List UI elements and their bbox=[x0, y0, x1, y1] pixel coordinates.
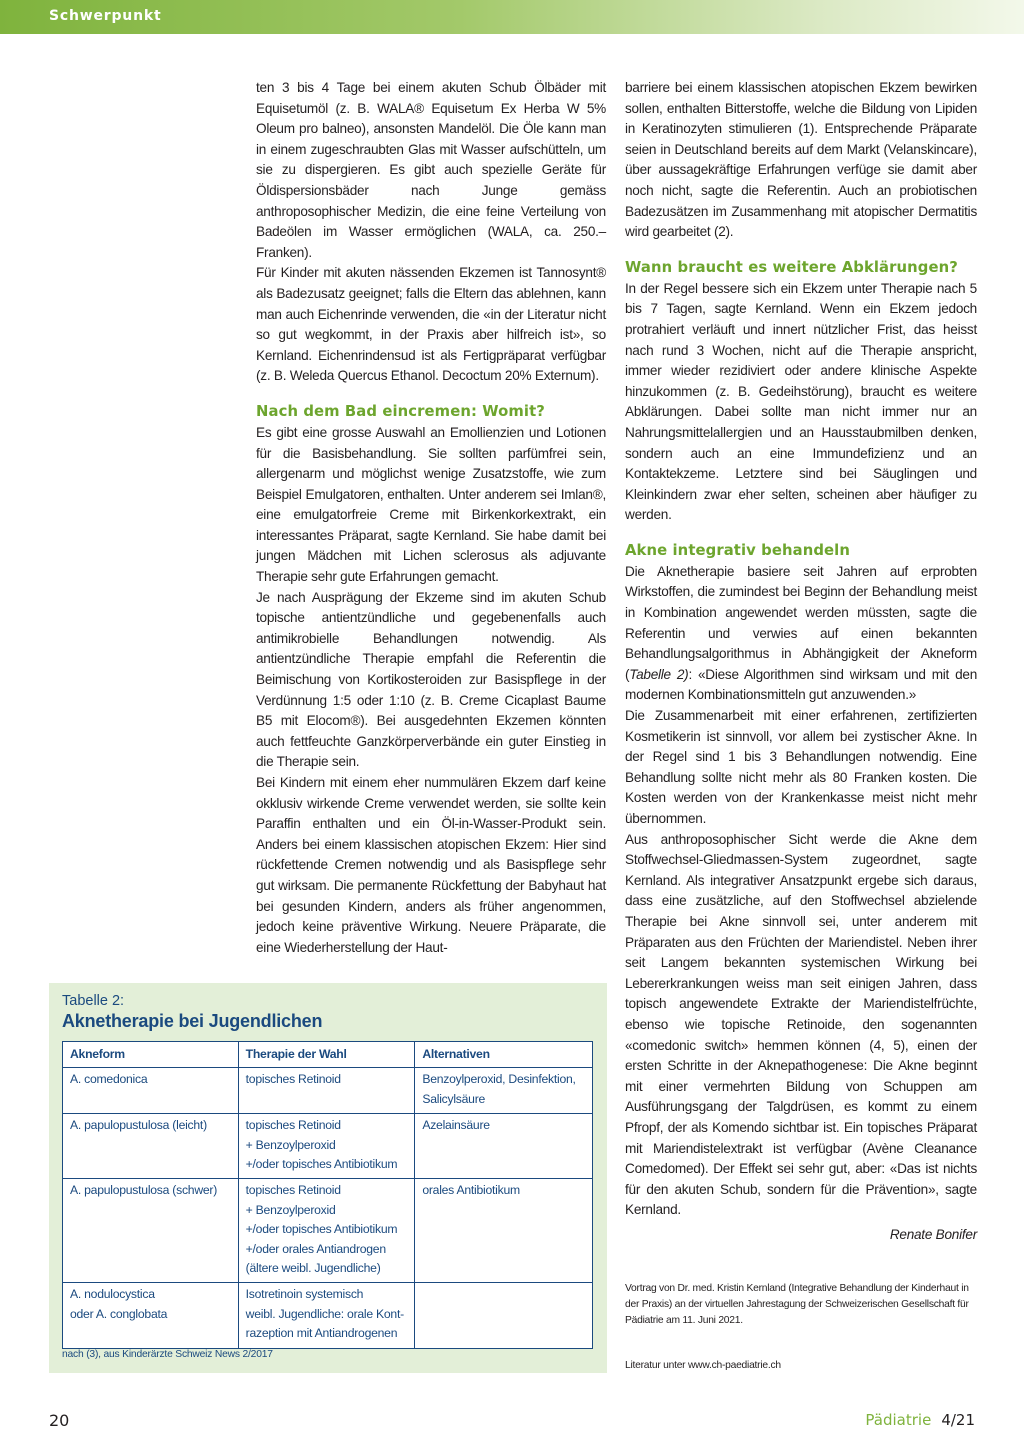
journal-name: Pädiatrie bbox=[865, 1411, 932, 1429]
acne-therapy-table bbox=[62, 1041, 593, 1349]
paragraph: barriere bei einem klassischen atopischen Ekzem bewirken sollen, enthalten Bitterstoffe, welche die Bildung von Lipiden in Keratinozyten stimulieren (1). Entsprechende Präparate seien in Deutschland bereits auf dem Markt (Velanskincare), über aussagekräftige Erfahrungen verfüge sie damit aber noch nicht, sagte die Referentin. Auch an probiotischen Badezusätzen im Zusammenhang mit atopischer Dermatitis wird gearbeitet (2). bbox=[625, 80, 977, 240]
paragraph: Es gibt eine grosse Auswahl an Emollienzien und Lotionen für die Basisbehandlung. Sie sollten parfümfrei sein, allergenarm und möglichst wenige Zusatzstoffe, wie zum Beispiel Emulgatoren, enthalten. Unter anderem sei Imlan®, eine emulgatorfreie Creme mit Birkenkorkextrakt, ein interessantes Präparat, sagte Kernland. Sie habe damit bei jungen Mädchen mit Lichen sclerosus als adjuvante Therapie sehr gute Erfahrungen gemacht. bbox=[256, 424, 606, 585]
cell-line: (ältere weibl. Jugendliche) bbox=[245, 1261, 381, 1276]
cell-line: topisches Retinoid bbox=[245, 1072, 341, 1087]
column-header: Alternativen bbox=[415, 1042, 593, 1068]
table-header-row bbox=[63, 1042, 593, 1068]
table-cell-alternatives bbox=[415, 1068, 593, 1114]
talk-note: Vortrag von Dr. med. Kristin Kernland (Integrative Behandlung der Kinderhaut in der Praxis) an der virtuellen Jahrestagung der Schweizerischen Gesellschaft für Pädiatrie am 11. Juni 2021. bbox=[625, 1283, 969, 1326]
paragraph-text: : «Diese Algorithmen sind wirksam und mit den modernen Kombinationsmitteln gut anzuwenden.» bbox=[625, 666, 978, 703]
table-row bbox=[63, 1283, 593, 1348]
cell-line: +/oder topisches Antibiotikum bbox=[245, 1222, 398, 1237]
cell-line: +/oder orales Antiandrogen bbox=[245, 1241, 386, 1256]
table-source: nach (3), aus Kinderärzte Schweiz News 2/2017 bbox=[62, 1349, 273, 1360]
table-cell-alternatives bbox=[415, 1114, 593, 1179]
cell-line: + Benzoylperoxid bbox=[245, 1202, 336, 1217]
table-cell-therapy bbox=[238, 1283, 415, 1348]
table-cell-form bbox=[63, 1114, 239, 1179]
literature-note: Literatur unter www.ch-paediatrie.ch bbox=[625, 1360, 781, 1371]
cell-line: +/oder topisches Antibiotikum bbox=[245, 1157, 398, 1172]
section-heading: Nach dem Bad eincremen: Womit? bbox=[256, 402, 545, 420]
cell-line: + Benzoylperoxid bbox=[245, 1137, 336, 1152]
paragraph: Je nach Ausprägung der Ekzeme sind im akuten Schub topische antientzündliche und gegebenenfalls auch antimikrobielle Behandlungen notwendig. Als antientzündliche Therapie empfahl die Referentin die Beimischung von Kortikosteroiden zur Basispflege in der Verdünnung 1:5 oder 1:10 (z. B. Creme Cicaplast Baume B5 mit Elocom®). Bei ausgedehnten Ekzemen könnten auch fettfeuchte Ganzkörperverbände ein guter Einstieg in die Therapie sein. bbox=[256, 589, 606, 770]
table-cell-form bbox=[63, 1179, 239, 1283]
cell-line: topisches Retinoid bbox=[245, 1118, 341, 1133]
paragraph: ten 3 bis 4 Tage bei einem akuten Schub Ölbäder mit Equisetumöl (z. B. WALA® Equisetum Ex Herba W 5% Oleum pro balneo), ansonsten Mandelöl. Die Öle kann man in einem zugeschraubten Glas mit Wasser aufschütteln, um sie zu dispergieren. Es gibt auch spezielle Geräte für Öldispersionsbäder nach Junge gemäss anthroposophischer Medizin, die eine feine Verteilung von Badeölen im Wasser ermöglichen (WALA, ca. 250.– Franken). bbox=[256, 80, 606, 260]
cell-line: A. papulopustulosa (schwer) bbox=[70, 1183, 218, 1198]
table-row bbox=[63, 1068, 593, 1114]
table-cell-alternatives bbox=[415, 1179, 593, 1283]
paragraph: Die Zusammenarbeit mit einer erfahrenen, zertifizierten Kosmetikerin ist sinnvoll, vor allem bei zystischer Akne. In der Regel sind 1 bis 3 Behandlungen notwendig. Eine Behandlung sollte nicht mehr als 80 Franken kosten. Die Kosten werden von der Krankenkasse meist nicht mehr übernommen. bbox=[625, 708, 977, 826]
table-cell-form bbox=[63, 1068, 239, 1114]
paragraph-text: Die Aknetherapie basiere seit Jahren auf erprobten Wirkstoffen, die zumindest bei Beginn der Behandlung meist in Kombination angewendet werden müssten, sagte die Referentin und verwies auf einen bekannten Behandlungsalgorithmus in Abhängigkeit der Akneform ( bbox=[625, 563, 977, 682]
table-reference: Tabelle 2) bbox=[629, 666, 689, 682]
author-name: Renate Bonifer bbox=[889, 1226, 977, 1242]
column-header: Akneform bbox=[63, 1042, 239, 1068]
paragraph: Bei Kindern mit einem eher nummulären Ekzem darf keine okklusiv wirkende Creme verwendet werden, sie sollte kein Paraffin enthalten und ein Öl-in-Wasser-Produkt sein. Anders bei einem klassischen atopischen Ekzem: Hier sind rückfettende Cremen notwendig und als Basispflege sehr gut wirksam. Die permanente Rückfettung der Babyhaut hat bei gesunden Kindern, anders als früher angenommen, jedoch keine präventive Wirkung. Neuere Präparate, die eine Wiederherstellung der Haut- bbox=[256, 775, 606, 955]
column-header: Therapie der Wahl bbox=[238, 1042, 415, 1068]
table-label: Tabelle 2: bbox=[62, 993, 125, 1009]
paragraph: In der Regel bessere sich ein Ekzem unter Therapie nach 5 bis 7 Tagen, sagte Kernland. Wenn ein Ekzem jedoch protrahiert verläuft und innert nützlicher Frist, das heisst nach rund 3 Wochen, nicht auf die Therapie anspricht, immer wieder rezidiviert oder andere klinische Aspekte hinzukommen (z. B. Gedeihstörung), braucht es weitere Abklärungen. Dabei sollte man nicht immer nur an Nahrungsmittelallergien und an Hausstaubmilben denken, sondern auch an eine Immundefizienz und an Kontaktekzeme. Letztere sind bei Säuglingen und Kleinkindern zwar eher selten, scheinen aber häufiger zu werden. bbox=[625, 280, 977, 523]
paragraph: Für Kinder mit akuten nässenden Ekzemen ist Tannosynt® als Badezusatz geeignet; falls die Eltern das ablehnen, kann man auch Eichenrinde verwenden, die «in der Literatur nicht so gut wegkommt, in der Praxis aber hilfreich ist», so Kernland. Eichenrindensud ist als Fertigpräparat verfügbar (z. B. Weleda Quercus Ethanol. Decoctum 20% Externum). bbox=[256, 265, 606, 384]
cell-line: Benzoylperoxid, Desinfektion, bbox=[422, 1072, 576, 1087]
left-column bbox=[256, 78, 606, 958]
paragraph bbox=[625, 562, 977, 706]
cell-line: A. nodulocystica bbox=[70, 1287, 155, 1302]
section-title: Schwerpunkt bbox=[49, 8, 162, 24]
table-cell-alternatives bbox=[415, 1283, 593, 1348]
table-box bbox=[49, 983, 607, 1373]
section-header-band bbox=[0, 0, 1024, 34]
cell-line: A. papulopustulosa (leicht) bbox=[70, 1118, 207, 1133]
table-cell-therapy bbox=[238, 1179, 415, 1283]
cell-line: Azelainsäure bbox=[422, 1118, 490, 1133]
section-heading: Wann braucht es weitere Abklärungen? bbox=[625, 258, 958, 276]
table-row bbox=[63, 1114, 593, 1179]
cell-line: razeption mit Antiandrogenen bbox=[245, 1326, 398, 1341]
cell-line: A. comedonica bbox=[70, 1072, 148, 1087]
cell-line: orales Antibiotikum bbox=[422, 1183, 520, 1198]
paragraph: Aus anthroposophischer Sicht werde die Akne dem Stoffwechsel-Gliedmassen-System zugeordnet, sagte Kernland. Als integrativer Ansatzpunkt ergebe sich daraus, dass eine zusätzliche, auf den Stoffwechsel abzielende Therapie bei Akne sinnvoll sei, unter anderem mit Präparaten aus den Früchten der Mariendistel. Neben ihrer seit Langem bekannten systemischen Wirkung bei Lebererkrankungen weiss man seit einigen Jahren, dass topisch angewendete Extrakte der Mariendistelfrüchte, ebenso wie topische Retinoide, den sogenannten «comedonic switch» hemmen können (4, 5), einen der ersten Schritte in der Aknepathogenese: Die Akne beginnt mit einer vermehrten Bildung von Schuppen am Ausführungsgang der Talgdrüsen, es kommt zu einem Pfropf, der als Komendo sichtbar ist. Ein topisches Präparat mit Mariendistelextrakt ist verfügbar (Avène Cleanance Comedomed). Der Effekt sei sehr gut, aber: «Das ist nichts für den akuten Schub, sondern für die Prävention», sagte Kernland. bbox=[625, 831, 977, 1218]
cell-line: weibl. Jugendliche: orale Kont- bbox=[245, 1306, 404, 1321]
cell-line: Salicylsäure bbox=[422, 1091, 486, 1106]
table-cell-form bbox=[63, 1283, 239, 1348]
table-title: Aknetherapie bei Jugendlichen bbox=[62, 1011, 323, 1031]
issue-number: 4/21 bbox=[941, 1411, 975, 1429]
table-cell-therapy bbox=[238, 1114, 415, 1179]
table-row bbox=[63, 1179, 593, 1283]
cell-line: oder A. conglobata bbox=[70, 1306, 168, 1321]
cell-line: topisches Retinoid bbox=[245, 1183, 341, 1198]
right-column bbox=[625, 78, 977, 1245]
journal-footer bbox=[865, 1411, 975, 1429]
table-cell-therapy bbox=[238, 1068, 415, 1114]
page-number: 20 bbox=[49, 1411, 70, 1430]
section-heading: Akne integrativ behandeln bbox=[625, 541, 850, 559]
cell-line: Isotretinoin systemisch bbox=[245, 1287, 364, 1302]
